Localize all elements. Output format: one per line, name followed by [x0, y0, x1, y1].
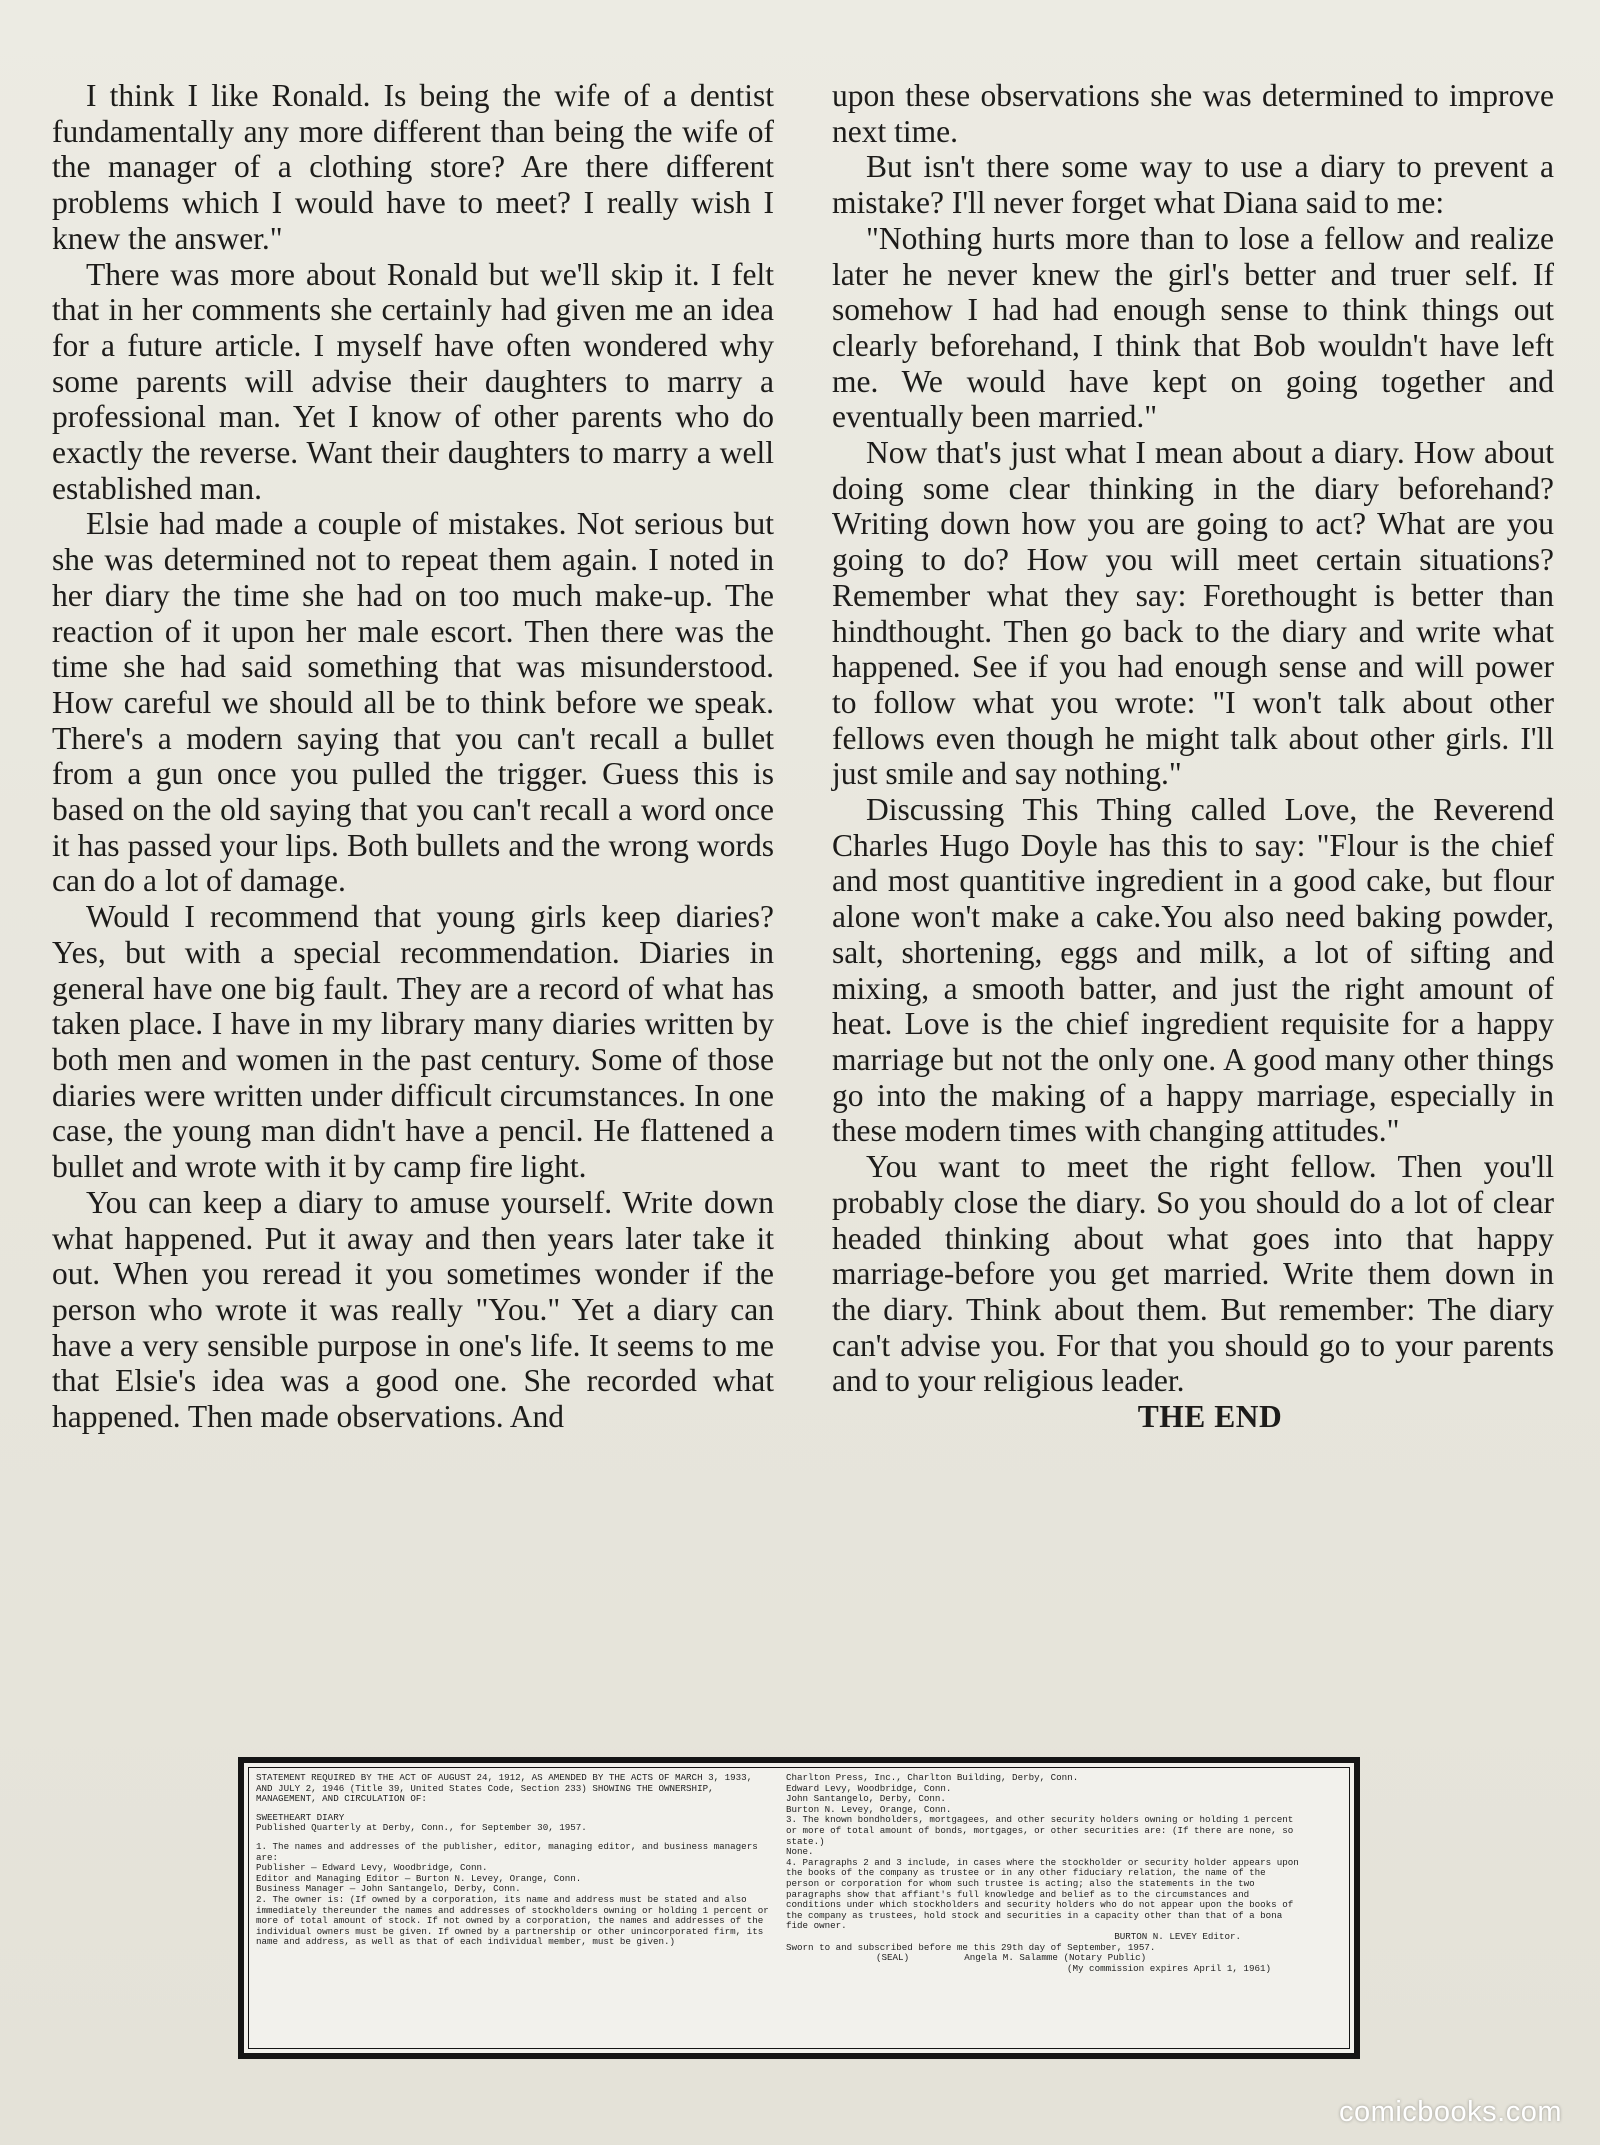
the-end-label: THE END	[1137, 1399, 1283, 1435]
statement-line: None.	[786, 1846, 814, 1858]
statement-line: STATEMENT REQUIRED BY THE ACT OF AUGUST 24, 1912, AS AMENDED BY THE ACTS OF MARCH 3, 1933, AND JULY 2, 1946 (Title 39, United States Code, Section 233) SHOWING THE OWNERSHIP, MANAGEMENT, AND CIRCULATION OF:	[256, 1772, 758, 1805]
statement-line: Editor and Managing Editor — Burton N. Levey, Orange, Conn.	[256, 1872, 582, 1884]
statement-line: Published Quarterly at Derby, Conn., for September 30, 1957.	[256, 1822, 587, 1834]
statement-line: 3. The known bondholders, mortgagees, and other security holders owning or holding 1 percent or more of total amount of bonds, mortgages, or other securities are: (If there are none, so state.)	[786, 1814, 1299, 1847]
paragraph: Elsie had made a couple of mistakes. Not serious but she was determined not to repeat them again. I noted in her diary the time she had on too much make-up. The reaction of it upon her male escort. Then there was the time she had said something that was misunderstood. How careful we should all be to think before we speak. There's a modern saying that you can't recall a bullet from a gun once you pulled the trigger. Guess this is based on the old saying that you can't recall a word once it has passed your lips. Both bullets and the wrong words can do a lot of damage.	[52, 506, 774, 899]
statement-line: (My commission expires April 1, 1961)	[1067, 1962, 1271, 1974]
statement-line: 4. Paragraphs 2 and 3 include, in cases where the stockholder or security holder appears upon the books of the company as trustee or in any other fiduciary relation, the name of the person or corporation for whom such trustee is acting; also the statements in the two paragraphs show that affiant's full knowledge and belief as to the circumstances and conditions under which stockholders and security holders who do not appear upon the books of the company as trustees, hold stock and securities in a capacity other than that of a bona fide owner.	[786, 1856, 1305, 1932]
statement-line: SWEETHEART DIARY	[256, 1811, 345, 1823]
statement-line: Charlton Press, Inc., Charlton Building, Derby, Conn.	[786, 1772, 1079, 1783]
paragraph: Now that's just what I mean about a diary. How about doing some clear thinking in the diary beforehand? Writing down how you are going to act? What are you going to do? How you will meet certain situations? Remember what they say: Forethought is better than hindthought. Then go back to the diary and write what happened. See if you had enough sense and will power to follow what you wrote: "I won't talk about other fellows even though he might talk about other girls. I'll just smile and say nothing."	[832, 435, 1554, 792]
statement-line: Burton N. Levey, Orange, Conn.	[786, 1803, 952, 1815]
paragraph: There was more about Ronald but we'll skip it. I felt that in her comments she certainly had given me an idea for a future article. I myself have often wondered why some parents will advise their daughters to marry a professional man. Yet I know of other parents who do exactly the reverse. Want their daughters to marry a well established man.	[52, 256, 774, 506]
statement-line: Business Manager — John Santangelo, Derby, Conn.	[256, 1883, 521, 1895]
statement-line: Sworn to and subscribed before me this 29th day of September, 1957.	[786, 1941, 1156, 1953]
statement-line: (SEAL) Angela M. Salamme (Notary Public)	[876, 1952, 1147, 1964]
paragraph: "Nothing hurts more than to lose a fellow and realize later he never knew the girl's better and truer self. If somehow I had had enough sense to think things out clearly beforehand, I think that Bob wouldn't have left me. We would have kept on going together and eventually been married."	[832, 220, 1554, 435]
statement-line: 2. The owner is: (If owned by a corporation, its name and address must be stated and also immediately thereunder the names and addresses of stockholders owning or holding 1 percent or more of total amount of stock. If not owned by a corporation, the names and addresses of the individual owners must be given. If owned by a partnership or other unincorporated firm, its name and address, as well as that of each individual member, must be given.)	[256, 1893, 775, 1948]
statement-line: 1. The names and addresses of the publisher, editor, managing editor, and business managers are:	[256, 1840, 764, 1863]
statement-line: BURTON N. LEVEY Editor.	[1114, 1930, 1241, 1942]
paragraph: Would I recommend that young girls keep diaries? Yes, but with a special recommendation. Diaries in general have one big fault. They are a record of what has taken place. I have in my library many diaries written by both men and women in the past century. Some of those diaries were written under difficult circumstances. In one case, the young man didn't have a pencil. He flattened a bullet and wrote with it by camp fire light.	[52, 899, 774, 1185]
paragraph: I think I like Ronald. Is being the wife of a dentist fundamentally any more different than being the wife of the manager of a clothing store? Are there different problems which I would have to meet? I really wish I knew the answer."	[52, 78, 774, 256]
watermark-text: comicbooks.com	[1339, 2096, 1562, 2128]
right-text-column	[832, 78, 1554, 1435]
left-text-column	[52, 78, 774, 1435]
paragraph: But isn't there some way to use a diary to prevent a mistake? I'll never forget what Diana said to me:	[832, 149, 1554, 221]
paragraph: You can keep a diary to amuse yourself. Write down what happened. Put it away and then years later take it out. When you reread it you sometimes wonder if the person who wrote it was really "You." Yet a diary can have a very sensible purpose in one's life. It seems to me that Elsie's idea was a good one. She recorded what happened. Then made observations. And	[52, 1184, 774, 1435]
paragraph: Discussing This Thing called Love, the Reverend Charles Hugo Doyle has this to say: "Flour is the chief and most quantitive ingredient in a good cake, but flour alone won't make a cake.You also need baking powder, salt, shortening, eggs and milk, a lot of sifting and mixing, a smooth batter, and just the right amount of heat. Love is the chief ingredient requisite for a happy marriage but not the only one. A good many other things go into the making of a happy marriage, especially in these modern times with changing attitudes."	[832, 792, 1554, 1149]
paragraph: upon these observations she was determined to improve next time.	[832, 78, 1554, 149]
statement-line: Edward Levy, Woodbridge, Conn.	[786, 1782, 952, 1794]
paragraph: You want to meet the right fellow. Then you'll probably close the diary. So you should do a lot of clear headed thinking about what goes into that happy marriage-before you get married. Write them down in the diary. Think about them. But remember: The diary can't advise you. For that you should go to your parents and to your religious leader.	[832, 1149, 1554, 1399]
statement-right-column	[786, 1772, 1305, 1974]
statement-line: John Santangelo, Derby, Conn.	[786, 1793, 946, 1805]
statement-line: Publisher — Edward Levy, Woodbridge, Conn.	[256, 1862, 488, 1874]
ownership-statement-box	[238, 1757, 1360, 2059]
statement-left-column	[256, 1772, 775, 1948]
